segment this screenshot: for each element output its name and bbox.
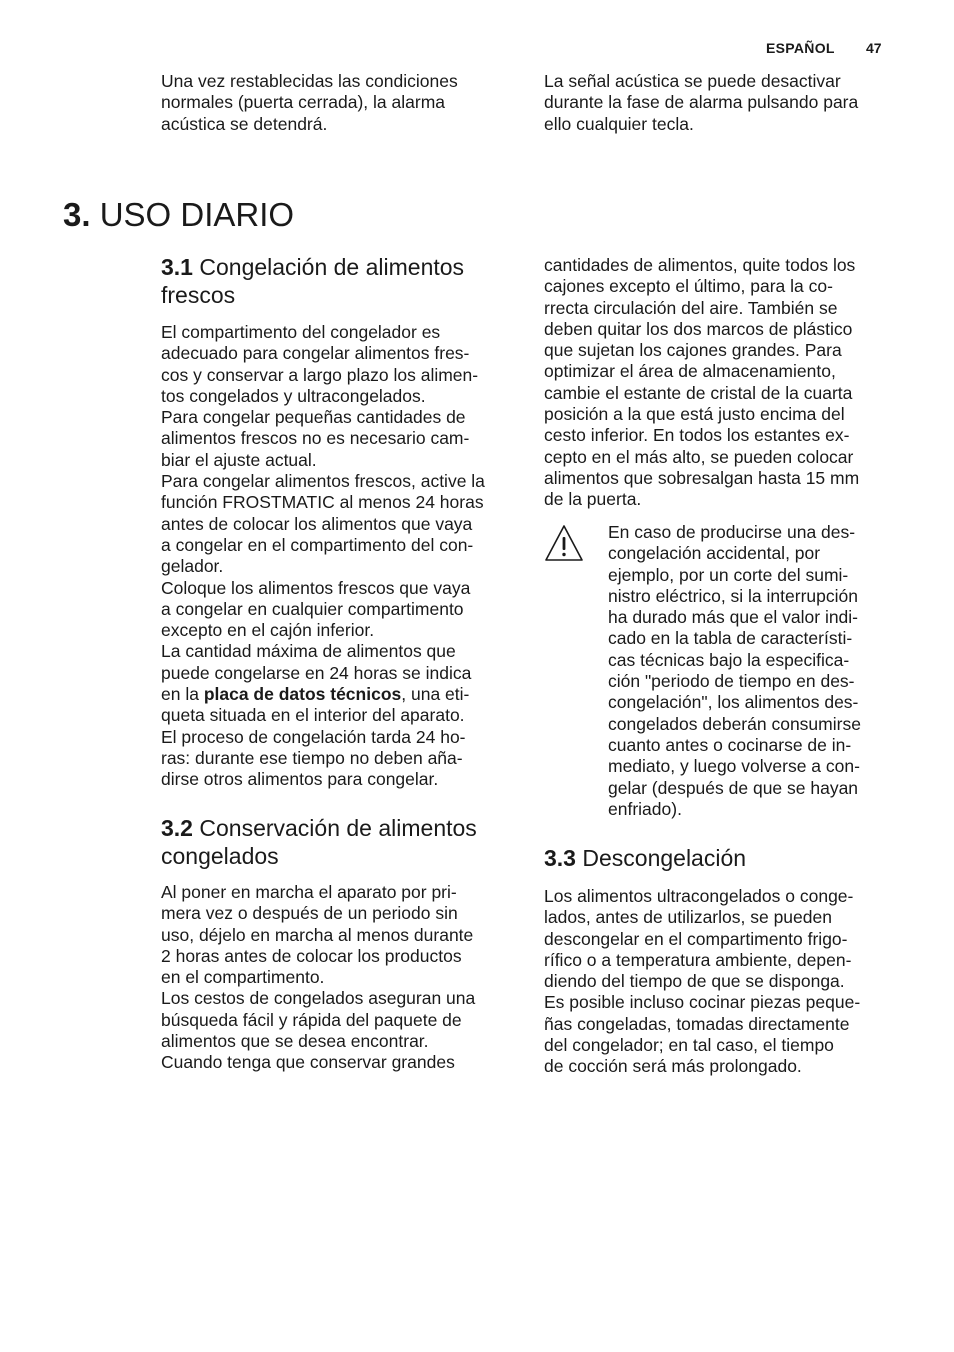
section-3-2-body <box>161 882 475 1074</box>
text-line: diendo del tiempo de que se disponga. <box>544 971 845 992</box>
section-3-3-heading <box>544 844 746 872</box>
text-line: La señal acústica se puede desactivar <box>544 71 841 91</box>
text-line: de cocción será más prolongado. <box>544 1056 802 1077</box>
text-line: función FROSTMATIC al menos 24 horas <box>161 492 484 513</box>
text-line: lados, antes de utilizarlos, se pueden <box>544 907 832 928</box>
right-column-continuation <box>544 255 859 511</box>
text-line: optimizar el área de almacenamiento, <box>544 361 836 382</box>
text-line: Es posible incluso cocinar piezas peque- <box>544 992 861 1013</box>
text-line: ñas congeladas, tomadas directamente <box>544 1013 850 1034</box>
text-line: acústica se detendrá. <box>161 113 328 134</box>
section-3-3-body <box>544 886 860 1078</box>
text-line: adecuado para congelar alimentos fres- <box>161 343 470 364</box>
text-line: alimentos frescos no es necesario cam- <box>161 428 470 449</box>
text-line: Para congelar alimentos frescos, active la <box>161 471 485 492</box>
text-line: cas técnicas bajo la especifica- <box>608 649 850 670</box>
body-lines-b <box>161 705 485 790</box>
text-line: alimentos que sobresalgan hasta 15 mm <box>544 467 860 488</box>
data-plate-term: placa de datos técnicos <box>203 684 402 705</box>
section-3-1-heading <box>161 253 464 309</box>
text-line: El compartimento del congelador es <box>161 322 441 342</box>
text-line: 2 horas antes de colocar los productos <box>161 945 462 966</box>
text-line: gelar (después de que se hayan <box>608 777 859 798</box>
text-line: El proceso de congelación tarda 24 ho- <box>161 726 466 747</box>
section-number: 3.1 <box>161 254 193 280</box>
text-line: uso, déjelo en marcha al menos durante <box>161 924 474 945</box>
text-line: Los alimentos ultracongelados o conge- <box>544 886 854 906</box>
text-line: enfriado). <box>608 798 682 819</box>
text-line: búsqueda fácil y rápida del paquete de <box>161 1009 462 1030</box>
text-line: La cantidad máxima de alimentos que <box>161 641 456 662</box>
text-line: deben quitar los dos marcos de plástico <box>544 318 853 339</box>
text-line: puede congelarse en 24 horas se indica <box>161 662 472 683</box>
text-line: congelados deberán consumirse <box>608 713 861 734</box>
text-line: mera vez o después de un periodo sin <box>161 903 458 924</box>
text-line: mediato, y luego volverse a con- <box>608 756 860 777</box>
section-number: 3.3 <box>544 845 576 871</box>
text-line: ción "periodo de tiempo en des- <box>608 671 855 692</box>
body-lines-a <box>161 322 485 684</box>
text-line: cantidades de alimentos, quite todos los <box>544 255 856 275</box>
text-line: ejemplo, por un corte del sumi- <box>608 564 849 585</box>
top-right-paragraph <box>544 71 858 135</box>
text-line: que sujetan los cajones grandes. Para <box>544 340 842 361</box>
text-line: descongelar en el compartimento frigo- <box>544 928 848 949</box>
text-line: Al poner en marcha el aparato por pri- <box>161 882 457 902</box>
text-line: de la puerta. <box>544 489 642 510</box>
chapter-heading <box>63 193 294 237</box>
text-line: Cuando tenga que conservar grandes <box>161 1052 455 1073</box>
text-line: cajones excepto el último, para la co- <box>544 276 833 297</box>
text-line: posición a la que está justo encima del <box>544 404 845 425</box>
text-line: a congelar en el compartimento del con- <box>161 534 474 555</box>
text-line: queta situada en el interior del aparato. <box>161 705 465 726</box>
top-left-paragraph <box>161 71 458 135</box>
section-title-line: frescos <box>161 282 236 308</box>
text-line: rrecta circulación del aire. También se <box>544 297 838 318</box>
section-number: 3.2 <box>161 815 193 841</box>
text-line: rífico o a temperatura ambiente, depen- <box>544 949 852 970</box>
text-line: normales (puerta cerrada), la alarma <box>161 92 446 113</box>
body-line-bold: en la placa de datos técnicos, una eti- <box>161 684 470 705</box>
text-line: congelación", los alimentos des- <box>608 692 859 713</box>
text-line: En caso de producirse una des- <box>608 522 856 542</box>
header-language: ESPAÑOL <box>766 40 835 56</box>
section-title-line: congelados <box>161 843 279 869</box>
text-line: cesto inferior. En todos los estantes ex- <box>544 425 850 446</box>
text-line: excepto en el cajón inferior. <box>161 620 375 641</box>
text-line: en el compartimento. <box>161 967 325 988</box>
text-line: tos congelados y ultracongelados. <box>161 385 426 406</box>
text-line: a congelar en cualquier compartimento <box>161 598 464 619</box>
text-line: biar el ajuste actual. <box>161 449 317 470</box>
text-line: alimentos que se desea encontrar. <box>161 1031 429 1052</box>
warning-triangle-icon <box>544 524 584 562</box>
text-line: Una vez restablecidas las condiciones <box>161 71 458 91</box>
text-line: ha durado más que el valor indi- <box>608 607 859 628</box>
text-line: congelación accidental, por <box>608 543 821 564</box>
text-line: cepto en el más alto, se pueden colocar <box>544 446 854 467</box>
text-line: gelador. <box>161 556 224 577</box>
text-line: durante la fase de alarma pulsando para <box>544 92 859 113</box>
text-line: cos y conservar a largo plazo los alimen- <box>161 364 479 385</box>
chapter-number: 3. <box>63 196 91 233</box>
text-line: cuanto antes o cocinarse de in- <box>608 734 852 755</box>
section-3-1-body <box>161 322 485 791</box>
text-line: cado en la tabla de característi- <box>608 628 853 649</box>
text-line: antes de colocar los alimentos que vaya <box>161 513 473 534</box>
text-line: del congelador; en tal caso, el tiempo <box>544 1035 834 1056</box>
section-title-line: Conservación de alimentos <box>199 815 477 841</box>
chapter-title: USO DIARIO <box>99 196 295 233</box>
text-line: ello cualquier tecla. <box>544 113 694 134</box>
text-line: Coloque los alimentos frescos que vaya <box>161 577 471 598</box>
warning-text <box>608 522 861 820</box>
text-line: nistro eléctrico, si la interrupción <box>608 585 858 606</box>
text-line: cambie el estante de cristal de la cuarta <box>544 382 853 403</box>
section-title: Descongelación <box>582 845 747 871</box>
text-line: ras: durante ese tiempo no deben aña- <box>161 747 463 768</box>
section-3-2-heading <box>161 814 477 870</box>
text-line: dirse otros alimentos para congelar. <box>161 769 439 790</box>
text-line: Para congelar pequeñas cantidades de <box>161 407 466 428</box>
section-title-line: Congelación de alimentos <box>199 254 465 280</box>
page-number: 47 <box>866 40 882 56</box>
text-line: Los cestos de congelados aseguran una <box>161 988 476 1009</box>
